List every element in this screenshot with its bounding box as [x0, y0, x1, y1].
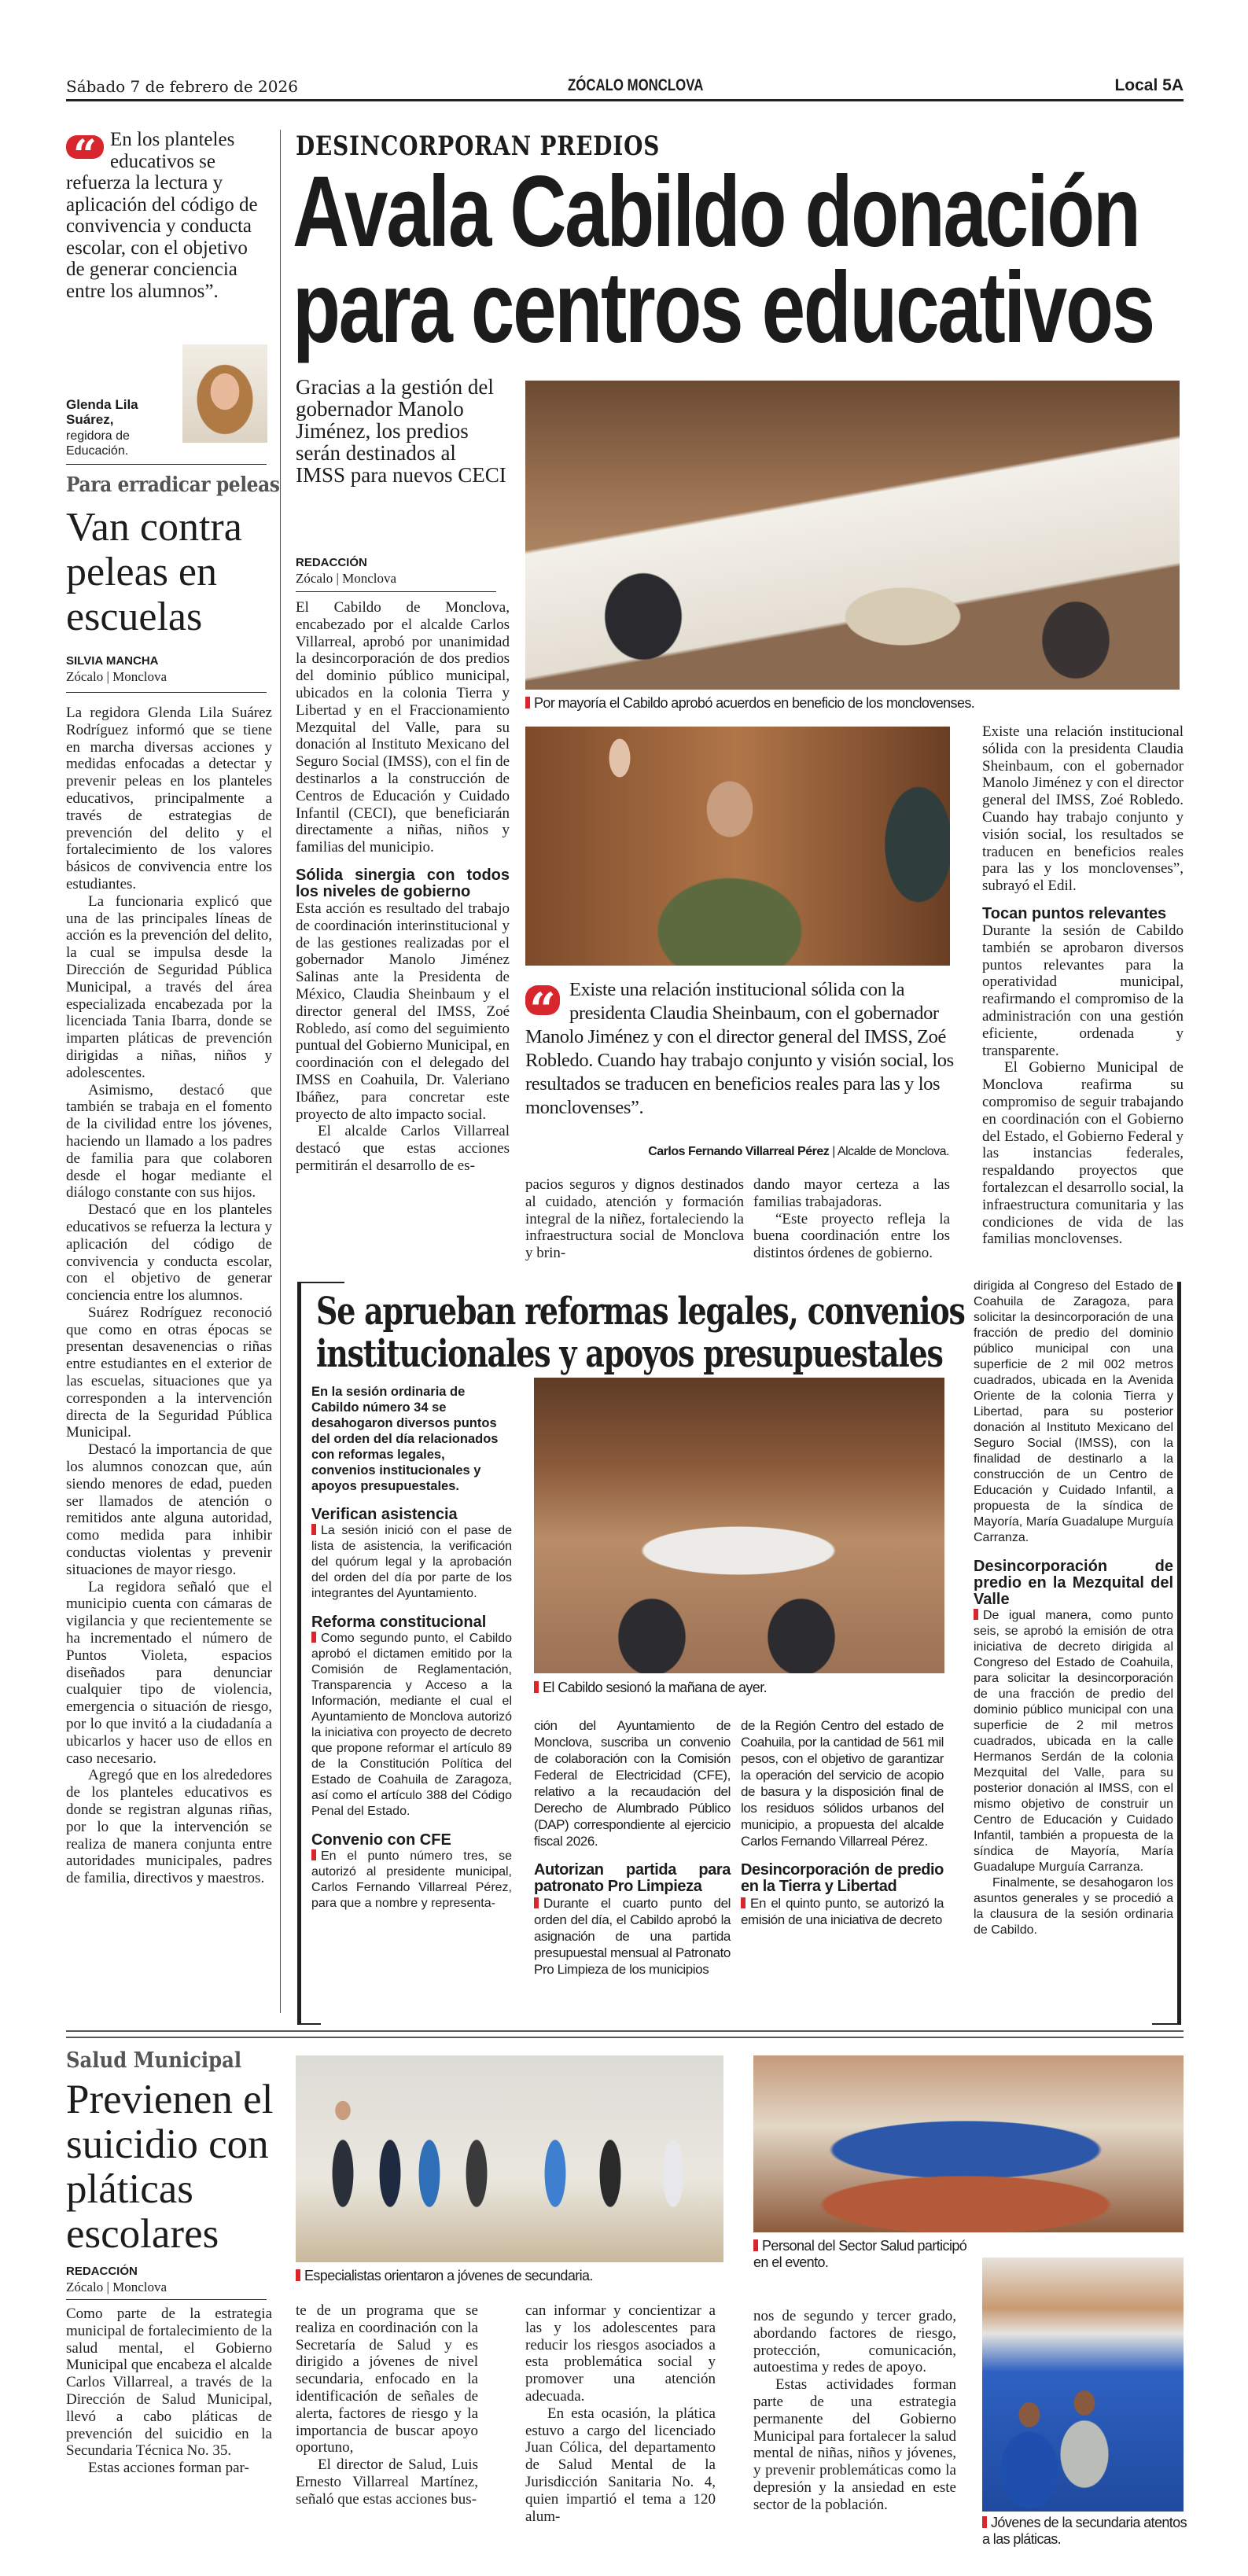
salud-title: Previenen el suicidio con pláticas escolares [66, 2077, 274, 2257]
paragraph: La regidora señaló que el municipio cuenta con cámaras de vigilancia y que recientemente se ha incrementado el número de Puntos Violeta, espacios diseñados para denunciar cualquier tipo de violencia, emergencia o situación de riesgo, por lo que invitó a la ciudadanía a ubicarlos y hacer uso de ellos en caso necesario. [66, 1578, 272, 1767]
divider [296, 591, 496, 592]
main-column-a [525, 1176, 744, 1275]
pull-quote-text: Existe una relación institucional sólida con la presidenta Claudia Sheinbaum, con el gobernador Manolo Jiménez y con el director general del IMSS, Zoé Robledo. Cuando hay trabajo conjunto y visión social, los resultados se traducen en beneficios reales para las y los monclovenses”. [525, 979, 954, 1118]
quote-author-role: regidora de Educación. [66, 429, 130, 458]
box-column-2 [534, 1717, 731, 2020]
main-right-column [982, 723, 1184, 1266]
box-photo-caption: El Cabildo sesionó la mañana de ayer. [534, 1680, 767, 1696]
paragraph: La funcionaria explicó que una de las principales líneas de acción es la prevención del delito, la cual se impulsa desde la Dirección de Seguridad Pública Municipal, a través del área especializada encabezada por la licenciada Tania Ibarra, donde se imparten pláticas de prevención dirigidas a niñas, niños y adolescentes. [66, 892, 272, 1081]
paragraph: ción del Ayuntamiento de Monclova, suscriba un convenio de colaboración con la Comisión Federal de Electricidad (CFE), relativo a la recaudación del Derecho de Alumbrado Público (DAP) correspondiente al ejercicio fiscal 2026. [534, 1718, 731, 1849]
avatar-photo [182, 344, 267, 443]
photo1-caption: Por mayoría el Cabildo aprobó acuerdos en beneficio de los monclovenses. [525, 695, 1186, 712]
peleas-kicker: Para erradicar peleas [66, 473, 280, 497]
divider [66, 2299, 267, 2300]
pull-quote-attribution [648, 1145, 949, 1159]
salud-photo3-caption: Jóvenes de la secundaria atentos a las pláticas. [982, 2515, 1187, 2547]
paragraph: Durante el cuarto punto del orden del día, el Cabildo aprobó la asignación de una partida presupuestal mensual al Patronato Pro Limpieza de los municipios [534, 1896, 731, 1977]
main-deck: Gracias a la gestión del gobernador Manolo Jiménez, los predios serán destinados al IMSS para nuevos CECI [296, 375, 506, 487]
quote-author-name: Glenda Lila Suárez, [66, 397, 138, 427]
paragraph: dirigida al Congreso del Estado de Coahuila de Zaragoza, para solicitar la desincorporación de una fracción de predio del dominio público municipal con una superficie de 2 mil 002 metros cuadrados, ubicada en la Avenida Oriente de la colonia Tierra y Libertad, para su posterior donación al Instituto Mexicano del Seguro Social (IMSS), con la finalidad de destinarlo a la construcción de un Centro de Educación y Cuidado Infantil, a propuesta de la síndica de Mayoría, María Guadalupe Murguía Carranza. [974, 1279, 1173, 1544]
paragraph: Destacó que en los planteles educativos se refuerza la lectura y aplicación del código de convivencia y conducta escolar, con el objetivo de generar conciencia entre los alumnos. [66, 1202, 272, 1305]
main-byline-name: REDACCIÓN [296, 556, 367, 569]
divider [66, 464, 267, 465]
salud-byline-place: Zócalo | Monclova [66, 2280, 168, 2294]
box-column-1 [311, 1384, 512, 2017]
salud-column-2 [296, 2302, 478, 2570]
divider [66, 692, 267, 693]
box-right-border [1177, 1282, 1181, 2025]
paragraph: Suárez Rodríguez reconoció que como en otras épocas se presentan desavenencias o riñas entre estudiantes en el exterior de las escuelas, situaciones que ya corresponden a la intervención directa de la Seguridad Pública Municipal. [66, 1304, 272, 1441]
main-kicker: DESINCORPORAN PREDIOS [296, 131, 661, 162]
paragraph: Agregó que en los alrededores de los planteles educativos es donde se registran algunas riñas, por lo que la intervención se realiza de manera conjunta entre autoridades municipales, padres de familia, directivos y maestros. [66, 1767, 272, 1887]
paragraph: De igual manera, como punto seis, se aprobó la emisión de otra iniciativa de decreto dirigida al Congreso del Estado de Coahuila, para solicitar la desincorporación de una fracción de predio del dominio público municipal con una superficie de 2 mil metros cuadrados, ubicada en la calle Hermanos Serdán de la colonia Mezquital del Valle, para su posterior donación al IMSS, con el mismo objetivo de construir un Centro de Educación y Cuidado Infantil, también a propuesta de la síndica de Mayoría, María Guadalupe Murguía Carranza. [974, 1609, 1173, 1874]
subhead: Convenio con CFE [311, 1831, 451, 1849]
side-quote-text [66, 129, 271, 302]
quote-role: | Alcalde de Monclova. [832, 1145, 949, 1158]
main-column-1 [296, 599, 510, 1271]
peleas-byline-name: SILVIA MANCHA [66, 654, 159, 668]
paragraph: Asimismo, destacó que también se trabaja en el fomento de la civilidad entre los jóvenes, haciendo un llamado a los padres de familia para que colaboren desde el hogar mediante el diálogo constante con sus hijos. [66, 1081, 272, 1202]
quote-person: Carlos Fernando Villarreal Pérez [648, 1145, 830, 1158]
box-lead: En la sesión ordinaria de Cabildo número 34 se desahogaron diversos puntos del orden del día relacionados con reformas legales, convenios institucionales y apoyos presupuestales. [311, 1385, 499, 1493]
paragraph: can informar y concientizar a las y los adolescentes para reducir los riesgos asociados a esta problemática social y promover una atención adecuada. [525, 2302, 716, 2405]
salud-kicker: Salud Municipal [66, 2048, 242, 2073]
photo-health-specialists [296, 2055, 723, 2262]
box-title-line-2: institucionales y apoyos presupuestales [316, 1332, 943, 1376]
main-headline-line-2: para centros educativos [293, 252, 1154, 364]
box-title-line-1: Se aprueban reformas legales, convenios [316, 1290, 965, 1334]
paragraph: te de un programa que se realiza en coordinación con la Secretaría de Salud y es dirigido a jóvenes de nivel secundaria, enfocado en la identificación de señales de alerta, factores de riesgo y la importancia de buscar apoyo oportuno, [296, 2302, 478, 2456]
peleas-byline-place: Zócalo | Monclova [66, 669, 168, 684]
section-rule [66, 2037, 1184, 2038]
pull-quote [525, 978, 954, 1120]
paragraph: Estas actividades forman parte de una estrategia permanente del Gobierno Municipal para fortalecer la salud mental de niñas, niños y jóvenes, y prevenir problemáticas como la depresión y la ansiedad en este sector de la población. [753, 2376, 956, 2513]
salud-column-1 [66, 2306, 272, 2565]
paragraph: El Cabildo de Monclova, encabezado por el alcalde Carlos Villarreal, aprobó por unanimidad la desincorporación de dos predios del dominio público municipal, ubicados en la colonia Tierra y Libertad y en el Fraccionamiento Mezquital del Valle, para su donación al Instituto Mexicano del Seguro Social (IMSS), con el fin de destinarlos a la construcción de Centros de Educación y Cuidado Infantil (CECI), que beneficiarán directamente a niñas, niños y familias del municipio. [296, 599, 510, 856]
photo-cabildo-session [525, 381, 1180, 690]
box-left-border [297, 1282, 301, 2025]
paragraph: “Este proyecto refleja la buena coordinación entre los distintos órdenes de gobierno. [753, 1210, 950, 1262]
salud-photo1-caption: Especialistas orientaron a jóvenes de secundaria. [296, 2268, 593, 2284]
paragraph: Finalmente, se desahogaron los asuntos generales y se procedió a la clausura de la sesión ordinaria de Cabildo. [974, 1876, 1173, 1937]
main-byline-place: Zócalo | Monclova [296, 571, 397, 586]
paragraph: En esta ocasión, la plática estuvo a cargo del licenciado Juan Cólica, del departamento de Salud Mental de la Jurisdicción Sanitaria No. 4, quien impartió el tema a 120 alum- [525, 2405, 716, 2525]
salud-photo2-caption: Personal del Sector Salud participó en el evento. [753, 2238, 970, 2271]
subhead: Autorizan partida para patronato Pro Limpieza [534, 1861, 731, 1895]
photo-students-audience [982, 2258, 1184, 2512]
paragraph: El director de Salud, Luis Ernesto Villarreal Martínez, señaló que estas acciones bus- [296, 2456, 478, 2508]
quote-mark-icon: “ [66, 135, 104, 159]
peleas-body [66, 705, 272, 2022]
box-bottom-border [297, 2023, 321, 2025]
paragraph: La regidora Glenda Lila Suárez Rodríguez informó que se tiene en marcha diversas acciones y medidas enfocadas a detectar y prevenir peleas en los planteles educativos, principalmente a través de estrategias de prevención del delito y el fortalecimiento de los valores básicos de convivencia entre los estudiantes. [66, 705, 272, 892]
subhead: Verifican asistencia [311, 1506, 458, 1523]
paragraph: Existe una relación institucional sólida con la presidenta Claudia Sheinbaum, con el gobernador Manolo Jiménez y con el director general del IMSS, Zoé Robledo. Cuando hay trabajo conjunto y visión social, los resultados se traducen en beneficios reales para las y los monclovenses”, subrayó el Edil. [982, 723, 1184, 895]
box-column-4 [974, 1279, 1173, 2022]
salud-column-3 [525, 2302, 716, 2570]
paragraph: nos de segundo y tercer grado, abordando factores de riesgo, protección, comunicación, autoestima y redes de apoyo. [753, 2308, 956, 2376]
box-bottom-right-border [1152, 2023, 1180, 2025]
header-rule [66, 99, 1184, 101]
photo-cabildo-meeting [534, 1378, 944, 1673]
subhead: Sólida sinergia con todos los niveles de gobierno [296, 866, 510, 900]
paragraph: En el quinto punto, se autorizó la emisión de una iniciativa de decreto [741, 1896, 944, 1927]
quote-mark-icon: “ [525, 985, 560, 1015]
salud-column-4 [753, 2308, 956, 2567]
paragraph: pacios seguros y dignos destinados al cuidado, atención y formación integral de la niñez, fortaleciendo la infraestructura social de Monclova y brin- [525, 1176, 744, 1262]
main-column-b [753, 1176, 950, 1275]
box-column-3 [741, 1717, 944, 2020]
paragraph: La sesión inició con el pase de lista de asistencia, la verificación del quórum legal y la aprobación del orden del día por parte de los integrantes del Ayuntamiento. [311, 1524, 512, 1600]
box-top-border [297, 1282, 344, 1283]
photo-health-staff-auditorium [753, 2055, 1184, 2232]
main-headline-line-1: Avala Cabildo donación [293, 156, 1139, 268]
column-divider [280, 130, 281, 2013]
paragraph: El Gobierno Municipal de Monclova reafirma su compromiso de seguir trabajando en coordinación con el Gobierno del Estado, el Gobierno Federal y las instancias federales, respaldando proyectos que fortalezcan el desarrollo social, la infraestructura comunitaria y las condiciones de vida de las familias monclovenses. [982, 1059, 1184, 1248]
quote-indent [525, 978, 569, 1022]
paragraph: El alcalde Carlos Villarreal destacó que estas acciones permitirán el desarrollo de es- [296, 1123, 510, 1174]
subhead: Tocan puntos relevantes [982, 904, 1167, 922]
paragraph: Durante la sesión de Cabildo también se aprobaron diversos puntos relevantes para la operatividad municipal, reafirmando el compromiso de la administración con una gestión eficiente, ordenada y transparente. [982, 922, 1184, 1059]
quote-indent [66, 129, 110, 168]
paragraph: Como parte de la estrategia municipal de fortalecimiento de la salud mental, el Gobierno Municipal que encabeza el alcalde Carlos Villarreal, a través de la Dirección de Salud Municipal, llevó a cabo pláticas de prevención del suicidio en la Secundaria Técnica No. 35. [66, 2306, 272, 2460]
newspaper-name: ZÓCALO MONCLOVA [568, 76, 704, 94]
section-rule [66, 2030, 1184, 2032]
subhead: Reforma constitucional [311, 1614, 487, 1631]
page-date: Sábado 7 de febrero de 2026 [66, 77, 298, 96]
paragraph: En el punto número tres, se autorizó al presidente municipal, Carlos Fernando Villarreal Pérez, para que a nombre y representa- [311, 1849, 512, 1910]
subhead: Desincorporación de predio en la Tierra y Libertad [741, 1861, 944, 1895]
section-page: Local 5A [1114, 76, 1184, 94]
subhead: Desincorporación de predio en la Mezquital del Valle [974, 1558, 1173, 1608]
paragraph: de la Región Centro del estado de Coahuila, por la cantidad de 561 mil pesos, con el objetivo de garantizar la operación del servicio de acopio de basura y la disposición final de los residuos sólidos urbanos del municipio, a propuesta del alcalde Carlos Fernando Villarreal Pérez. [741, 1718, 944, 1849]
paragraph: Como segundo punto, el Cabildo aprobó el dictamen emitido por la Comisión de Reglamentación, Transparencia y Acceso a la Información, mediante el cual el Ayuntamiento de Monclova autorizó la iniciativa con proyecto de decreto que propone reformar el artículo 89 de la Constitución Política del Estado de Coahuila de Zaragoza, así como el artículo 388 del Código Penal del Estado. [311, 1632, 512, 1818]
peleas-title: Van contra peleas en escuelas [66, 505, 242, 639]
paragraph: Estas acciones forman par- [88, 2460, 249, 2477]
paragraph: Esta acción es resultado del trabajo de coordinación interinstitucional y de las gestiones realizadas por el gobernador Manolo Jiménez Salinas ante la Presidenta de México, Claudia Sheinbaum y el director general del IMSS, Zoé Robledo, así como del seguimiento puntual del Gobierno Municipal, en coordinación con el delegado del IMSS en Coahuila, Dr. Valeriano Ibáñez, para concretar este proyecto de alto impacto social. [296, 900, 510, 1123]
salud-byline-name: REDACCIÓN [66, 2265, 138, 2278]
paragraph: Destacó la importancia de que los alumnos conozcan que, aún siendo menores de edad, pueden ser llamados de atención o remitidos ante alguna autoridad, como medida para inhibir conductas violentas y prevenir situaciones de mayor riesgo. [66, 1441, 272, 1578]
photo-regidor-voting [525, 727, 950, 966]
quote-body: En los planteles educativos se refuerza la lectura y aplicación del código de convivencia y conducta escolar, con el objetivo de generar conciencia entre los alumnos”. [66, 129, 258, 302]
paragraph: dando mayor certeza a las familias trabajadoras. [753, 1176, 950, 1210]
